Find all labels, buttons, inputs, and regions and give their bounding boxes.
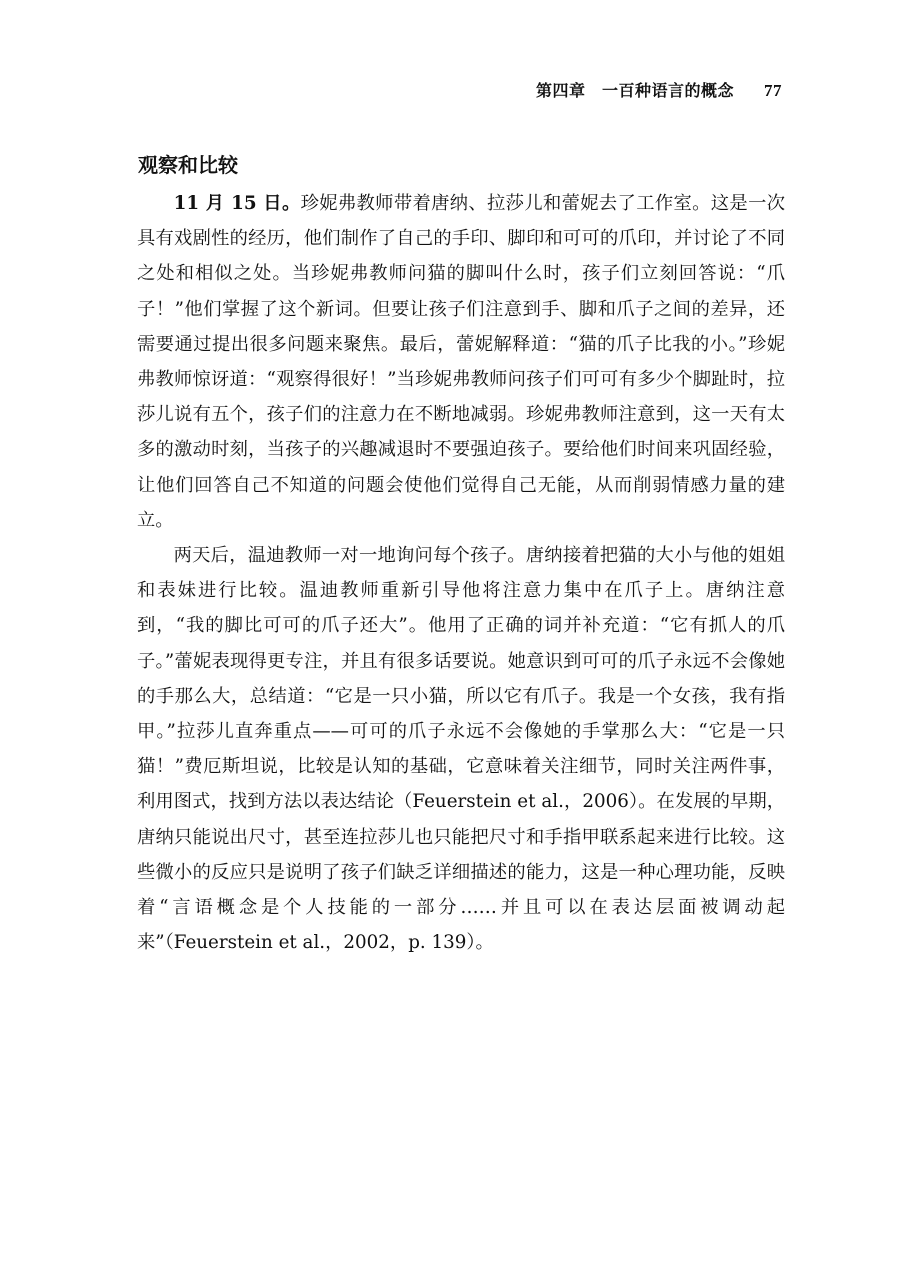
paragraph-1-text: 珍妮弗教师带着唐纳、拉莎儿和蕾妮去了工作室。这是一次具有戏剧性的经历，他们制作了自己的手印、脚印和可可的爪印，并讨论了不同之处和相似之处。当珍妮弗教师问猫的脚叫什么时，孩子们立刻回答说：“爪子！”他们掌握了这个新词。但要让孩子们注意到手、脚和爪子之间的差异，还需要通过提出很多问题来聚焦。最后，蕾妮解释道：“猫的爪子比我的小。”珍妮弗教师惊讶道：“观察得很好！”当珍妮弗教师问孩子们可可有多少个脚趾时，拉莎儿说有五个，孩子们的注意力在不断地减弱。珍妮弗教师注意到，这一天有太多的激动时刻，当孩子的兴趣减退时不要强迫孩子。要给他们时间来巩固经验，让他们回答自己不知道的问题会使他们觉得自己无能，从而削弱情感力量的建立。 xyxy=(137,193,785,531)
section-heading: 观察和比较 xyxy=(138,153,238,177)
running-header xyxy=(536,78,782,101)
page-number: 77 xyxy=(764,81,782,100)
body-text xyxy=(137,186,785,960)
paragraph-1 xyxy=(137,186,785,538)
date-lead: 11 月 15 日。 xyxy=(173,193,301,214)
paragraph-2-text: 两天后，温迪教师一对一地询问每个孩子。唐纳接着把猫的大小与他的姐姐和表妹进行比较。温迪教师重新引导他将注意力集中在爪子上。唐纳注意到，“我的脚比可可的爪子还大”。他用了正确的词并补充道：“它有抓人的爪子。”蕾妮表现得更专注，并且有很多话要说。她意识到可可的爪子永远不会像她的手那么大，总结道：“它是一只小猫，所以它有爪子。我是一个女孩，我有指甲。”拉莎儿直奔重点——可可的爪子永远不会像她的手掌那么大：“它是一只猫！”费厄斯坦说，比较是认知的基础，它意味着关注细节，同时关注两件事，利用图式，找到方法以表达结论（Feuerstein et al.，2006）。在发展的早期，唐纳只能说出尺寸，甚至连拉莎儿也只能把尺寸和手指甲联系起来进行比较。这些微小的反应只是说明了孩子们缺乏详细描述的能力，这是一种心理功能，反映着“言语概念是个人技能的一部分……并且可以在表达层面被调动起来”（Feuerstein et al.，2002，p. 139）。 xyxy=(137,545,785,954)
chapter-title: 第四章 一百种语言的概念 xyxy=(535,81,734,100)
paragraph-2 xyxy=(137,538,785,960)
